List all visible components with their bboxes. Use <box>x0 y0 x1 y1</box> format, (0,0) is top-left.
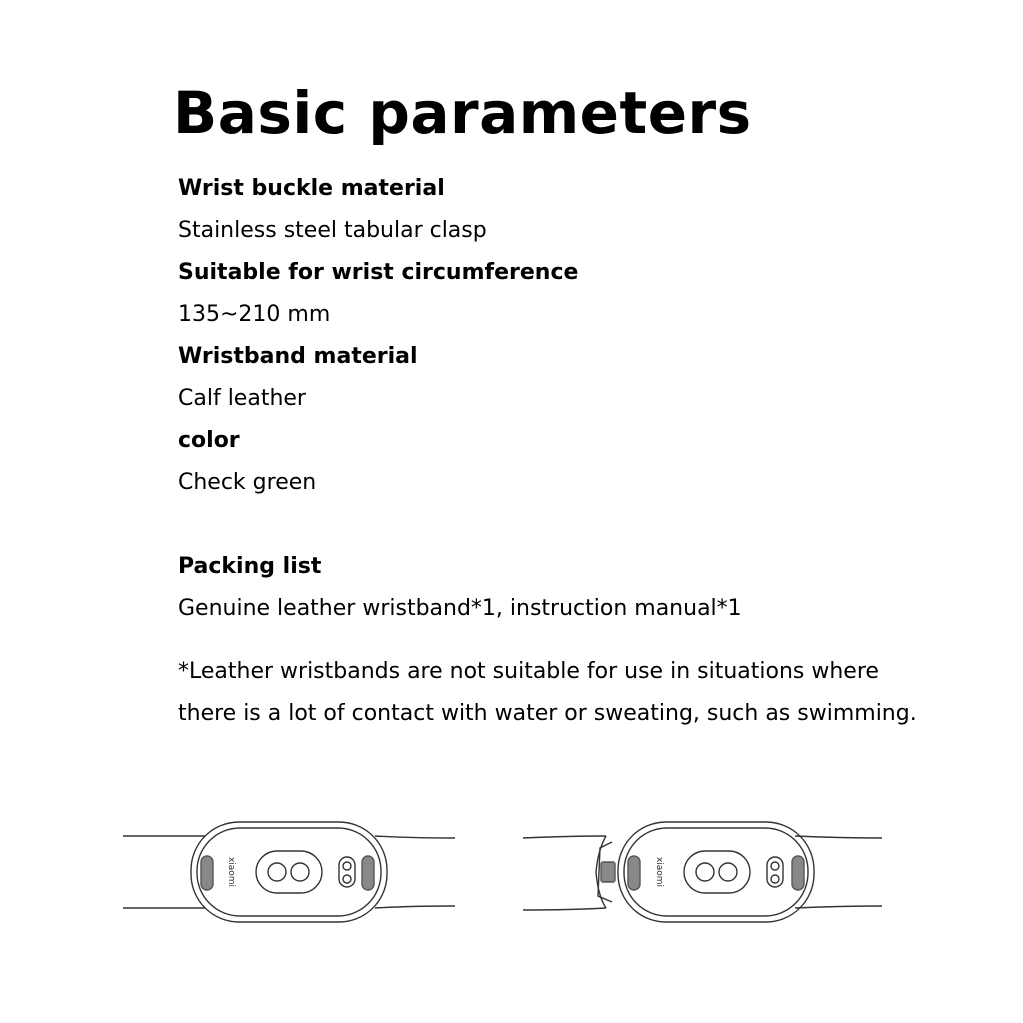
param-label-wristband-material: Wristband material <box>178 344 418 369</box>
leather-note-line-2: there is a lot of contact with water or sweating, such as swimming. <box>178 701 917 726</box>
page-title: Basic parameters <box>173 79 752 147</box>
band-detached-illustration <box>523 822 882 922</box>
device-brand-label: xiaomi <box>654 856 664 888</box>
band-installed-illustration <box>123 822 455 922</box>
param-value-buckle-material: Stainless steel tabular clasp <box>178 218 487 243</box>
param-label-buckle-material: Wrist buckle material <box>178 176 445 201</box>
param-label-color: color <box>178 428 240 453</box>
device-brand-label: xiaomi <box>226 856 236 888</box>
param-label-wrist-circumference: Suitable for wrist circumference <box>178 260 579 285</box>
packing-list-value: Genuine leather wristband*1, instruction manual*1 <box>178 596 742 621</box>
param-value-wristband-material: Calf leather <box>178 386 306 411</box>
leather-note-line-1: *Leather wristbands are not suitable for use in situations where <box>178 659 879 684</box>
param-value-color: Check green <box>178 470 317 495</box>
wristband-illustration <box>115 808 895 938</box>
param-value-wrist-circumference: 135~210 mm <box>178 302 331 327</box>
packing-list-label: Packing list <box>178 554 322 579</box>
